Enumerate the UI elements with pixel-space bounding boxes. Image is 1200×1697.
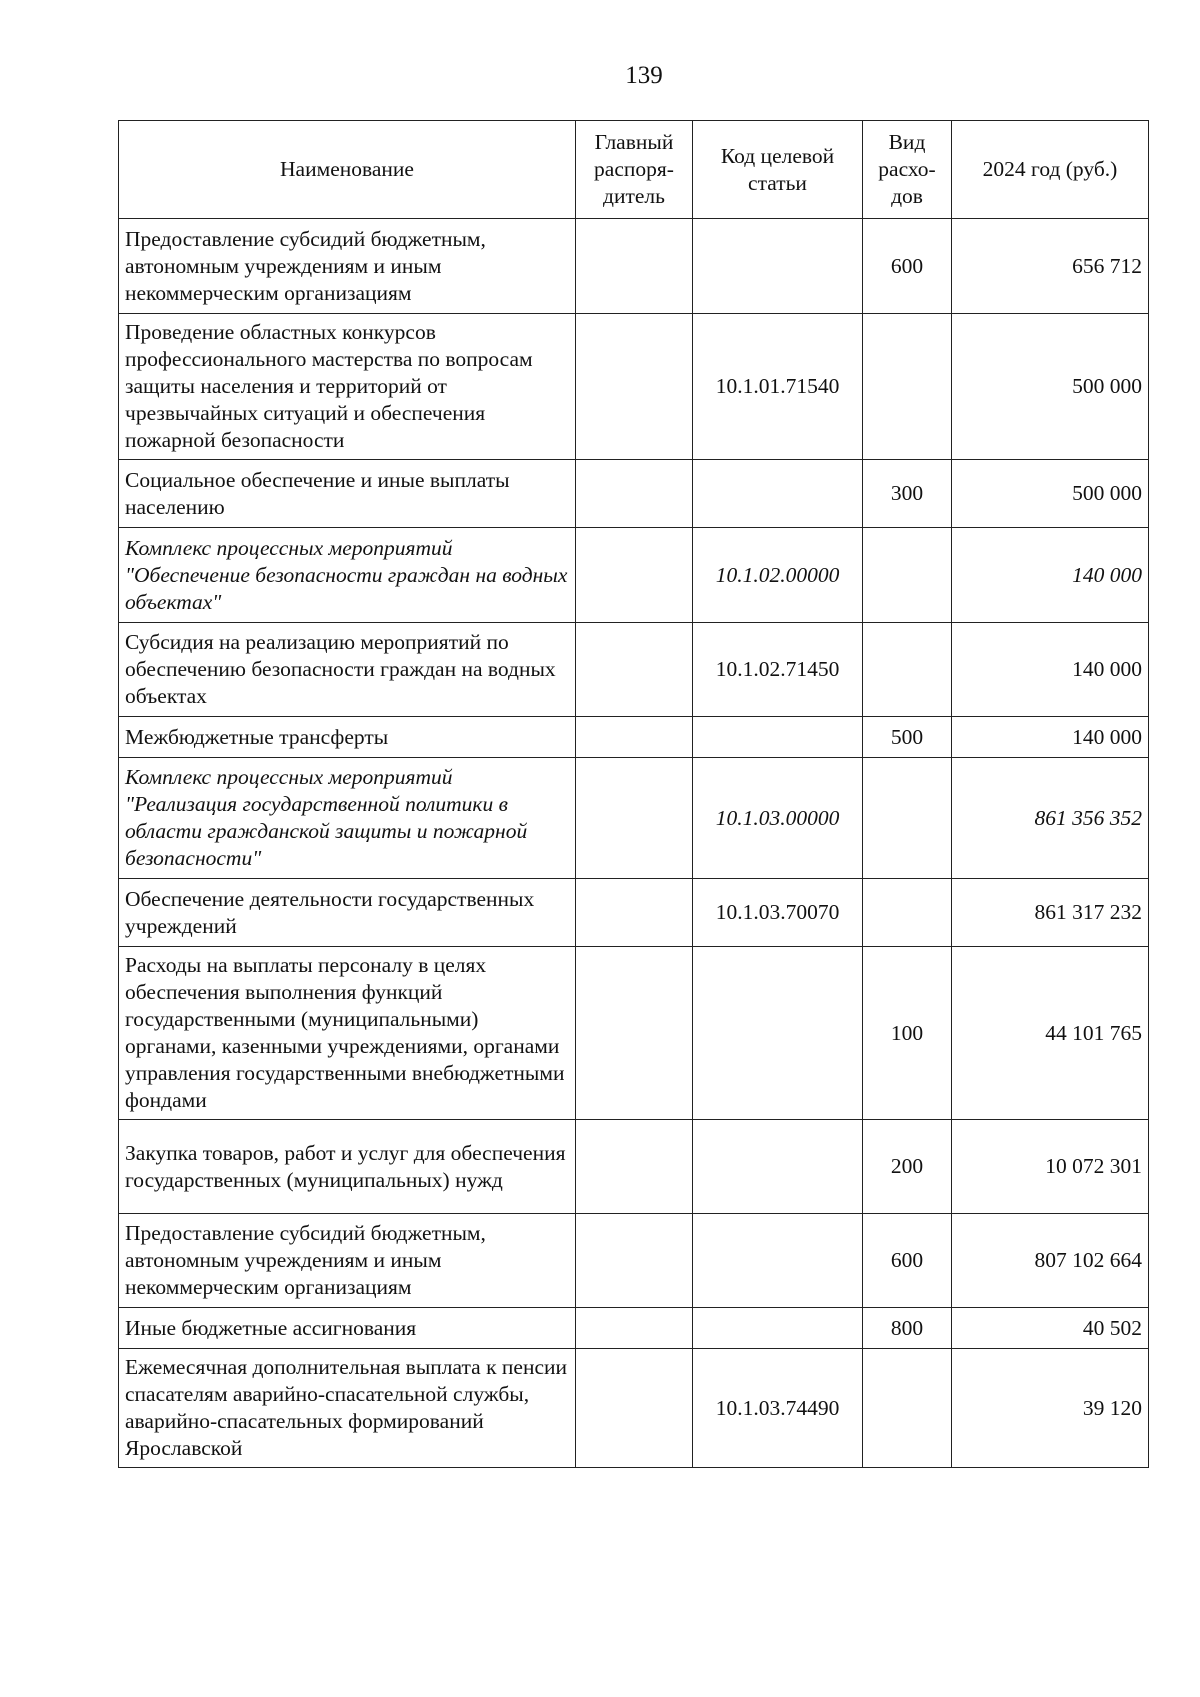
row-kind-cell: 200 [863, 1120, 952, 1214]
row-amount-cell: 140 000 [952, 623, 1149, 717]
row-kind-cell: 100 [863, 947, 952, 1120]
row-name-cell: Комплекс процессных мероприятий "Реализация государственной политики в области гражданской защиты и пожарной безопасности" [119, 758, 576, 879]
header-kind: Вид расхо-дов [863, 121, 952, 219]
row-code-cell [693, 1308, 863, 1349]
row-amount-cell: 10 072 301 [952, 1120, 1149, 1214]
row-admin-cell [576, 460, 693, 528]
row-admin-cell [576, 1120, 693, 1214]
row-amount-cell: 140 000 [952, 717, 1149, 758]
header-code: Код целевой статьи [693, 121, 863, 219]
table-row [119, 1214, 1149, 1308]
row-admin-cell [576, 717, 693, 758]
row-kind-cell: 300 [863, 460, 952, 528]
row-name-cell: Предоставление субсидий бюджетным, автономным учреждениям и иным некоммерческим организациям [119, 1214, 576, 1308]
table-row [119, 947, 1149, 1120]
table-row [119, 460, 1149, 528]
row-name-cell: Комплекс процессных мероприятий "Обеспечение безопасности граждан на водных объектах" [119, 528, 576, 623]
row-kind-cell: 600 [863, 1214, 952, 1308]
row-admin-cell [576, 314, 693, 460]
row-kind-cell: 500 [863, 717, 952, 758]
row-amount-cell: 44 101 765 [952, 947, 1149, 1120]
row-amount-cell: 39 120 [952, 1349, 1149, 1468]
row-code-cell: 10.1.01.71540 [693, 314, 863, 460]
row-amount-cell: 40 502 [952, 1308, 1149, 1349]
row-name-cell: Предоставление субсидий бюджетным, автономным учреждениям и иным некоммерческим организациям [119, 219, 576, 314]
row-admin-cell [576, 1308, 693, 1349]
row-code-cell [693, 947, 863, 1120]
row-admin-cell [576, 528, 693, 623]
header-admin: Главный распоря-дитель [576, 121, 693, 219]
row-admin-cell [576, 879, 693, 947]
row-admin-cell [576, 219, 693, 314]
row-code-cell: 10.1.02.71450 [693, 623, 863, 717]
row-admin-cell [576, 947, 693, 1120]
budget-table [118, 120, 1149, 1468]
row-name-cell: Субсидия на реализацию мероприятий по обеспечению безопасности граждан на водных объектах [119, 623, 576, 717]
row-name-cell: Расходы на выплаты персоналу в целях обеспечения выполнения функций государственными (муниципальными) органами, казенными учреждениями, органами управления государственными внебюджетными фондами [119, 947, 576, 1120]
table-row [119, 623, 1149, 717]
row-code-cell [693, 460, 863, 528]
row-amount-cell: 807 102 664 [952, 1214, 1149, 1308]
header-name: Наименование [119, 121, 576, 219]
row-name-cell: Закупка товаров, работ и услуг для обеспечения государственных (муниципальных) нужд [119, 1120, 576, 1214]
row-name-cell: Ежемесячная дополнительная выплата к пенсии спасателям аварийно-спасательной службы, аварийно-спасательных формирований Ярославской [119, 1349, 576, 1468]
row-name-cell: Обеспечение деятельности государственных учреждений [119, 879, 576, 947]
table-header [119, 121, 1149, 219]
row-code-cell [693, 1214, 863, 1308]
table-row [119, 717, 1149, 758]
row-kind-cell [863, 623, 952, 717]
table-body [119, 219, 1149, 1468]
row-code-cell [693, 1120, 863, 1214]
header-row [119, 121, 1149, 219]
row-admin-cell [576, 623, 693, 717]
row-name-cell: Межбюджетные трансферты [119, 717, 576, 758]
row-name-cell: Проведение областных конкурсов профессионального мастерства по вопросам защиты населения и территорий от чрезвычайных ситуаций и обеспечения пожарной безопасности [119, 314, 576, 460]
row-amount-cell: 656 712 [952, 219, 1149, 314]
row-admin-cell [576, 758, 693, 879]
table-row [119, 1120, 1149, 1214]
row-kind-cell: 800 [863, 1308, 952, 1349]
row-code-cell: 10.1.03.70070 [693, 879, 863, 947]
row-kind-cell: 600 [863, 219, 952, 314]
row-kind-cell [863, 879, 952, 947]
row-kind-cell [863, 528, 952, 623]
table-row [119, 1308, 1149, 1349]
row-amount-cell: 500 000 [952, 314, 1149, 460]
row-code-cell: 10.1.03.74490 [693, 1349, 863, 1468]
row-code-cell: 10.1.02.00000 [693, 528, 863, 623]
row-code-cell [693, 219, 863, 314]
table-row [119, 314, 1149, 460]
page-number: 139 [625, 62, 663, 89]
row-kind-cell [863, 758, 952, 879]
row-amount-cell: 500 000 [952, 460, 1149, 528]
table-row [119, 1349, 1149, 1468]
row-code-cell: 10.1.03.00000 [693, 758, 863, 879]
row-admin-cell [576, 1349, 693, 1468]
row-amount-cell: 140 000 [952, 528, 1149, 623]
row-amount-cell: 861 317 232 [952, 879, 1149, 947]
table-row [119, 758, 1149, 879]
row-admin-cell [576, 1214, 693, 1308]
row-amount-cell: 861 356 352 [952, 758, 1149, 879]
table-row [119, 528, 1149, 623]
header-amount: 2024 год (руб.) [952, 121, 1149, 219]
row-kind-cell [863, 1349, 952, 1468]
table-row [119, 219, 1149, 314]
row-kind-cell [863, 314, 952, 460]
table-row [119, 879, 1149, 947]
row-name-cell: Иные бюджетные ассигнования [119, 1308, 576, 1349]
row-name-cell: Социальное обеспечение и иные выплаты населению [119, 460, 576, 528]
row-code-cell [693, 717, 863, 758]
